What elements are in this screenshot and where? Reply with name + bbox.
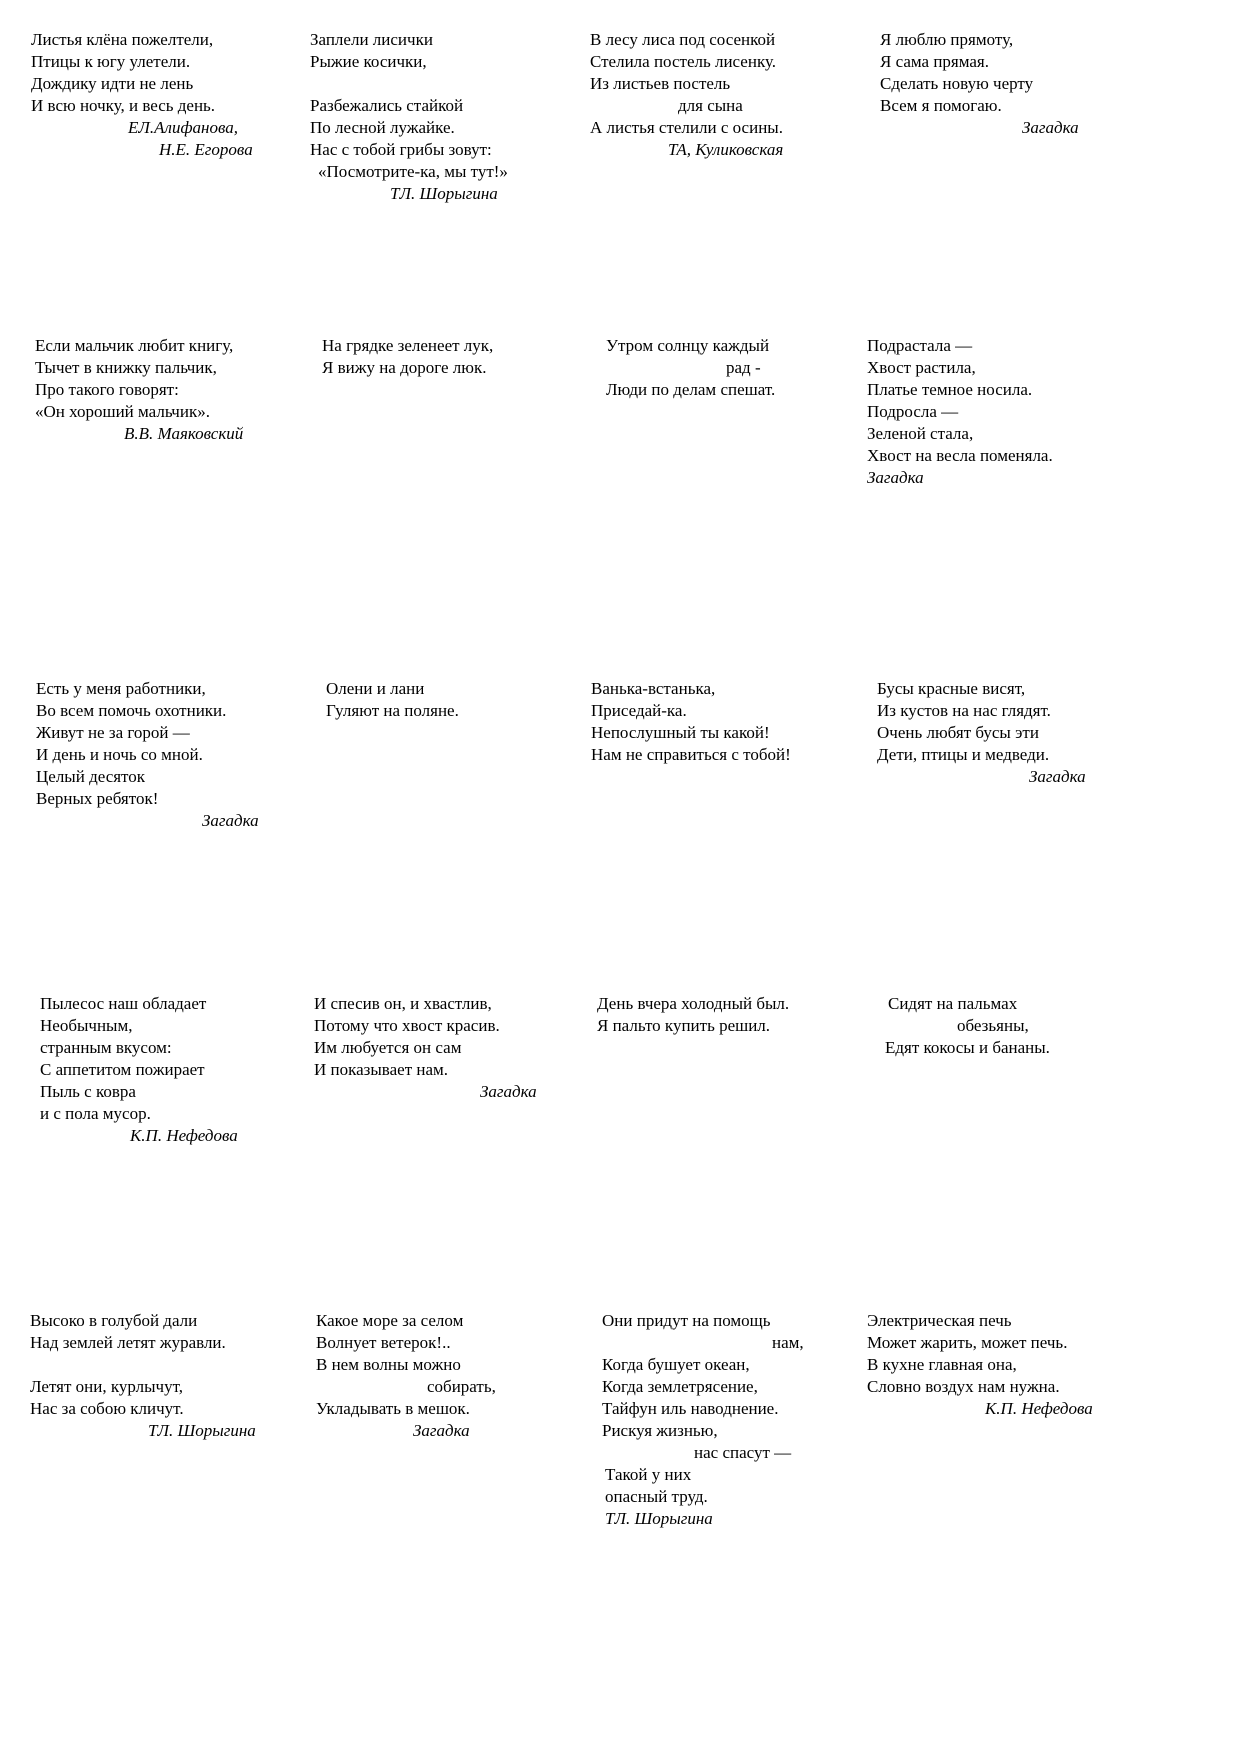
poem-line: Они придут на помощь bbox=[602, 1311, 771, 1330]
poem-author: К.П. Нефедова bbox=[985, 1399, 1093, 1418]
poem-line: Приседай-ка. bbox=[591, 701, 687, 720]
poem-line: Хвост растила, bbox=[867, 358, 976, 377]
poem-card bbox=[30, 1310, 270, 1442]
poem-line: Есть у меня работники, bbox=[36, 679, 206, 698]
poem-line: Нас с тобой грибы зовут: bbox=[310, 140, 492, 159]
poem-author: Загадка bbox=[1022, 118, 1079, 137]
poem-line: Волнует ветерок!.. bbox=[316, 1333, 451, 1352]
poem-line: Рыжие косички, bbox=[310, 52, 427, 71]
poem-line: Целый десяток bbox=[36, 767, 146, 786]
poem-line: Я сама прямая. bbox=[880, 52, 989, 71]
poem-line: Утром солнцу каждый bbox=[606, 336, 770, 355]
poem-line: Летят они, курлычут, bbox=[30, 1377, 184, 1396]
poem-line: И показывает нам. bbox=[314, 1060, 449, 1079]
poem-line: Такой у них bbox=[605, 1465, 692, 1484]
poem-author: Загадка bbox=[202, 811, 259, 830]
poem-line: Сделать новую черту bbox=[880, 74, 1034, 93]
poem-author: ЕЛ.Алифанова, bbox=[128, 118, 238, 137]
poem-author: Загадка bbox=[1029, 767, 1086, 786]
poem-line: для сына bbox=[678, 96, 743, 115]
poem-card bbox=[314, 993, 574, 1103]
poem-line: Тайфун иль наводнение. bbox=[602, 1399, 779, 1418]
poem-card bbox=[40, 993, 280, 1147]
poem-line bbox=[30, 1354, 270, 1376]
poem-line: В лесу лиса под сосенкой bbox=[590, 30, 776, 49]
poem-card bbox=[326, 678, 566, 722]
poem-line: Из кустов на нас глядят. bbox=[877, 701, 1051, 720]
poem-line: Сидят на пальмах bbox=[888, 994, 1018, 1013]
poem-line: Нам не справиться с тобой! bbox=[591, 745, 791, 764]
poem-line: Олени и лани bbox=[326, 679, 425, 698]
poem-line: Я люблю прямоту, bbox=[880, 30, 1014, 49]
poem-line: «Он хороший мальчик». bbox=[35, 402, 210, 421]
poem-line: Я вижу на дороге люк. bbox=[322, 358, 487, 377]
poem-line: обезьяны, bbox=[957, 1016, 1029, 1035]
poem-line: Необычным, bbox=[40, 1016, 133, 1035]
poem-line: и с пола мусор. bbox=[40, 1104, 151, 1123]
poem-line: рад - bbox=[726, 358, 761, 377]
poem-line: Гуляют на поляне. bbox=[326, 701, 459, 720]
poem-card bbox=[322, 335, 562, 379]
poem-card bbox=[31, 29, 271, 161]
poem-card bbox=[591, 678, 831, 766]
poem-author: Н.Е. Егорова bbox=[159, 140, 253, 159]
poem-line: странным вкусом: bbox=[40, 1038, 172, 1057]
poem-line: нас спасут — bbox=[694, 1443, 792, 1462]
poem-card bbox=[880, 29, 1120, 139]
poem-line: Нас за собою кличут. bbox=[30, 1399, 184, 1418]
poem-line: Зеленой стала, bbox=[867, 424, 974, 443]
poem-line: Заплели лисички bbox=[310, 30, 433, 49]
poem-card bbox=[35, 335, 275, 445]
poem-author: ТЛ. Шорыгина bbox=[605, 1509, 713, 1528]
poem-line: Электрическая печь bbox=[867, 1311, 1012, 1330]
poem-line: Может жарить, может печь. bbox=[867, 1333, 1068, 1352]
poem-line: Дети, птицы и медведи. bbox=[877, 745, 1050, 764]
poem-line: Едят кокосы и бананы. bbox=[885, 1038, 1050, 1057]
poem-author: Загадка bbox=[413, 1421, 470, 1440]
poem-line: День вчера холодный был. bbox=[597, 994, 790, 1013]
poem-line: В нем волны можно bbox=[316, 1355, 461, 1374]
poem-card bbox=[316, 1310, 556, 1442]
poem-line: Укладывать в мешок. bbox=[316, 1399, 470, 1418]
poem-line: Разбежались стайкой bbox=[310, 96, 464, 115]
poem-card bbox=[36, 678, 276, 832]
poem-line: опасный труд. bbox=[605, 1487, 708, 1506]
poem-author: Загадка bbox=[867, 468, 924, 487]
poem-line: Когда бушует океан, bbox=[602, 1355, 750, 1374]
poem-card bbox=[606, 335, 846, 401]
poem-line: И день и ночь со мной. bbox=[36, 745, 203, 764]
poem-line: Рискуя жизнью, bbox=[602, 1421, 718, 1440]
poem-card bbox=[590, 29, 830, 161]
poem-line: Тычет в книжку пальчик, bbox=[35, 358, 217, 377]
poem-author: ТЛ. Шорыгина bbox=[390, 184, 498, 203]
poem-line: «Посмотрите-ка, мы тут!» bbox=[318, 162, 508, 181]
poem-line: Подрастала — bbox=[867, 336, 973, 355]
poem-line: Если мальчик любит книгу, bbox=[35, 336, 234, 355]
poem-line: Дождику идти не лень bbox=[31, 74, 194, 93]
poem-line: Над землей летят журавли. bbox=[30, 1333, 226, 1352]
poem-line: Я пальто купить решил. bbox=[597, 1016, 771, 1035]
poem-card bbox=[877, 678, 1117, 788]
poem-line: Словно воздух нам нужна. bbox=[867, 1377, 1060, 1396]
poem-author: ТЛ. Шорыгина bbox=[148, 1421, 256, 1440]
poem-line: Всем я помогаю. bbox=[880, 96, 1002, 115]
poem-line: Подросла — bbox=[867, 402, 959, 421]
poem-line: Потому что хвост красив. bbox=[314, 1016, 500, 1035]
poem-line: Очень любят бусы эти bbox=[877, 723, 1039, 742]
poem-line: С аппетитом пожирает bbox=[40, 1060, 205, 1079]
poem-line: Им любуется он сам bbox=[314, 1038, 462, 1057]
poem-line: Хвост на весла поменяла. bbox=[867, 446, 1053, 465]
poem-line: Платье темное носила. bbox=[867, 380, 1033, 399]
poem-card bbox=[597, 993, 837, 1037]
poem-line: Непослушный ты какой! bbox=[591, 723, 770, 742]
poem-line: Бусы красные висят, bbox=[877, 679, 1026, 698]
poem-line: В кухне главная она, bbox=[867, 1355, 1017, 1374]
poem-line: Пылесос наш обладает bbox=[40, 994, 207, 1013]
poem-line: По лесной лужайке. bbox=[310, 118, 455, 137]
poem-line: Ванька-встанька, bbox=[591, 679, 716, 698]
poem-line: И всю ночку, и весь день. bbox=[31, 96, 216, 115]
poem-card bbox=[310, 29, 550, 205]
poem-card bbox=[885, 993, 1128, 1059]
poem-card bbox=[867, 1310, 1127, 1420]
poem-line: Когда землетрясение, bbox=[602, 1377, 758, 1396]
poem-line: На грядке зеленеет лук, bbox=[322, 336, 494, 355]
poem-author: В.В. Маяковский bbox=[124, 424, 244, 443]
poem-line: Верных ребяток! bbox=[36, 789, 159, 808]
poem-card bbox=[602, 1310, 842, 1530]
poem-line: Птицы к югу улетели. bbox=[31, 52, 191, 71]
poem-line: Во всем помочь охотники. bbox=[36, 701, 227, 720]
poem-line: Листья клёна пожелтели, bbox=[31, 30, 214, 49]
poem-author: ТА, Куликовская bbox=[668, 140, 784, 159]
poem-line: Пыль с ковра bbox=[40, 1082, 136, 1101]
poem-line bbox=[310, 73, 550, 95]
poem-author: Загадка bbox=[480, 1082, 537, 1101]
poem-line: А листья стелили с осины. bbox=[590, 118, 783, 137]
poem-author: К.П. Нефедова bbox=[130, 1126, 238, 1145]
poem-line: нам, bbox=[772, 1333, 804, 1352]
poem-line: собирать, bbox=[427, 1377, 496, 1396]
poem-line: Люди по делам спешат. bbox=[606, 380, 776, 399]
poem-line: Стелила постель лисенку. bbox=[590, 52, 777, 71]
poem-line: Из листьев постель bbox=[590, 74, 731, 93]
poem-line: И спесив он, и хвастлив, bbox=[314, 994, 492, 1013]
poem-line: Высоко в голубой дали bbox=[30, 1311, 198, 1330]
poem-card bbox=[867, 335, 1107, 489]
poem-line: Какое море за селом bbox=[316, 1311, 464, 1330]
poem-line: Живут не за горой — bbox=[36, 723, 190, 742]
poem-line: Про такого говорят: bbox=[35, 380, 179, 399]
